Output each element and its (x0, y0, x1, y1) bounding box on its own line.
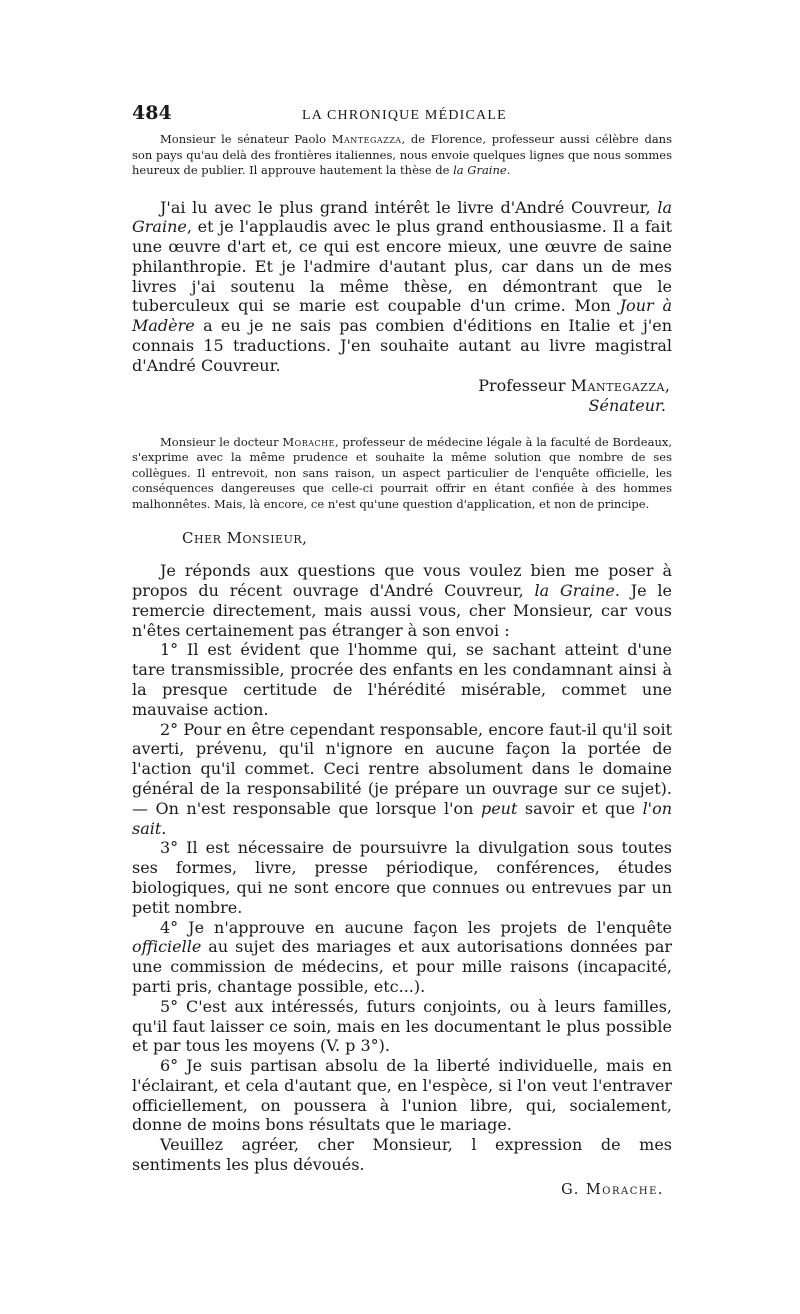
intro-text: . (506, 163, 511, 177)
letter-text: 4° Je n'approuve en aucune façon les projets de l'enquête (160, 917, 672, 937)
page-header (132, 104, 672, 126)
signature-mantegazza (132, 376, 672, 396)
author-name: Mantegazza (331, 132, 402, 146)
letter-text: a eu je ne sais pas combien d'éditions en Italie et j'en connais 15 traductions. J'en souhaite autant au livre magistral d'André Couvreur. (132, 316, 672, 375)
closing-paragraph: Veuillez agréer, cher Monsieur, l expression de mes sentiments les plus dévoués. (132, 1135, 672, 1175)
emphasis: officielle (132, 937, 202, 957)
list-item: 1° Il est évident que l'homme qui, se sachant atteint d'une tare transmissible, procrée des enfants en les condamnant ainsi à la presque certitude de l'hérédité misérable, commet une mauvaise action. (132, 640, 672, 719)
signature-text: Professeur (478, 375, 571, 395)
letter-text: 2° Pour en être cependant responsable, encore faut-il qu'il soit averti, prévenu, qu'il n'ignore en aucune façon la portée de l'action qu'il commet. Ceci rentre absolument dans le domaine général de la responsabilité (je prépare un ouvrage sur ce sujet). — On n'est responsable que lorsque l'on (132, 719, 672, 818)
running-title: LA CHRONIQUE MÉDICALE (302, 108, 507, 123)
emphasis: l'on sait (132, 798, 673, 838)
intro-paragraph-mantegazza (132, 132, 672, 179)
letter-text: . Je le remercie directement, mais aussi vous, cher Monsieur, car vous n'êtes certainement pas étranger à son envoi : (132, 580, 672, 640)
page (132, 104, 672, 1197)
list-item: 5° C'est aux intéressés, futurs conjoints, ou à leurs familles, qu'il faut laisser ce soin, mais en les documentant le plus possible et par tous les moyens (V. p 3°). (132, 996, 672, 1056)
letter-text: au sujet des mariages et aux autorisations données par une commission de médecins, et pour mille raisons (incapacité, parti pris, chantage possible, etc...). (132, 937, 672, 996)
intro-text: Monsieur le sénateur Paolo (160, 132, 332, 146)
book-title: Jour à Madère (132, 296, 673, 336)
intro-paragraph-morache (132, 435, 672, 513)
letter-paragraph (132, 561, 672, 640)
page-number: 484 (132, 102, 172, 124)
intro-text: , de Florence, professeur aussi célèbre dans son pays qu'au delà des frontières italiennes, nous envoie quelques lignes que nous sommes heureux de publier. Il approuve hautement la thèse de (132, 132, 672, 177)
letter-text: Je réponds aux questions que vous voulez bien me poser à propos du récent ouvrage d'André Couvreur, (132, 561, 672, 600)
signature-morache: G. Morache. (561, 1181, 664, 1198)
list-item: 6° Je suis partisan absolu de la liberté individuelle, mais en l'éclairant, et cela d'autant que, en l'espèce, si l'on veut l'entraver officiellement, on poussera à l'union libre, qui, socialement, donne de moins bons résultats que le mariage. (132, 1056, 672, 1135)
list-item (132, 918, 672, 997)
book-title: la Graine (453, 163, 507, 177)
letter-text: savoir et que (517, 798, 643, 818)
book-title: la Graine (132, 197, 672, 237)
signature-name: Mantegazza (570, 375, 665, 395)
signature-title: Sénateur. (588, 395, 666, 415)
letter-text: J'ai lu avec le plus grand intérêt le livre d'André Couvreur, (160, 197, 658, 217)
letter-paragraph (132, 198, 672, 376)
letter-text: . (161, 818, 167, 838)
intro-text: , professeur de médecine légale à la faculté de Bordeaux, s'exprime avec la même prudence et souhaite la même solution que nombre de ses collègues. Il entrevoit, non sans raison, un aspect particulier de l'enquête officielle, les conséquences dangereuses que celle-ci pourrait offrir en étant confiée à des hommes malhonnêtes. Mais, là encore, ce n'est qu'une question d'application, et non de principe. (132, 434, 672, 511)
intro-text: Monsieur le docteur (160, 434, 283, 449)
salutation: Cher Monsieur, (182, 529, 308, 548)
signature-text: , (664, 375, 670, 395)
emphasis: peut (480, 798, 518, 818)
list-item (132, 720, 672, 839)
author-name: Morache (282, 434, 335, 449)
list-item: 3° Il est nécessaire de poursuivre la divulgation sous toutes ses formes, livre, presse périodique, conférences, études biologiques, qui ne sont encore que connues ou entrevues par un petit nombre. (132, 838, 672, 917)
letter-text: , et je l'applaudis avec le plus grand enthousiasme. Il a fait une œuvre d'art et, ce qui est encore mieux, une œuvre de saine philanthropie. Et je l'admire d'autant plus, car dans un de mes livres j'ai soutenu la même thèse, en démontrant que le tuberculeux qui se marie est coupable d'un crime. Mon (132, 217, 672, 316)
book-title: la Graine (534, 580, 615, 600)
